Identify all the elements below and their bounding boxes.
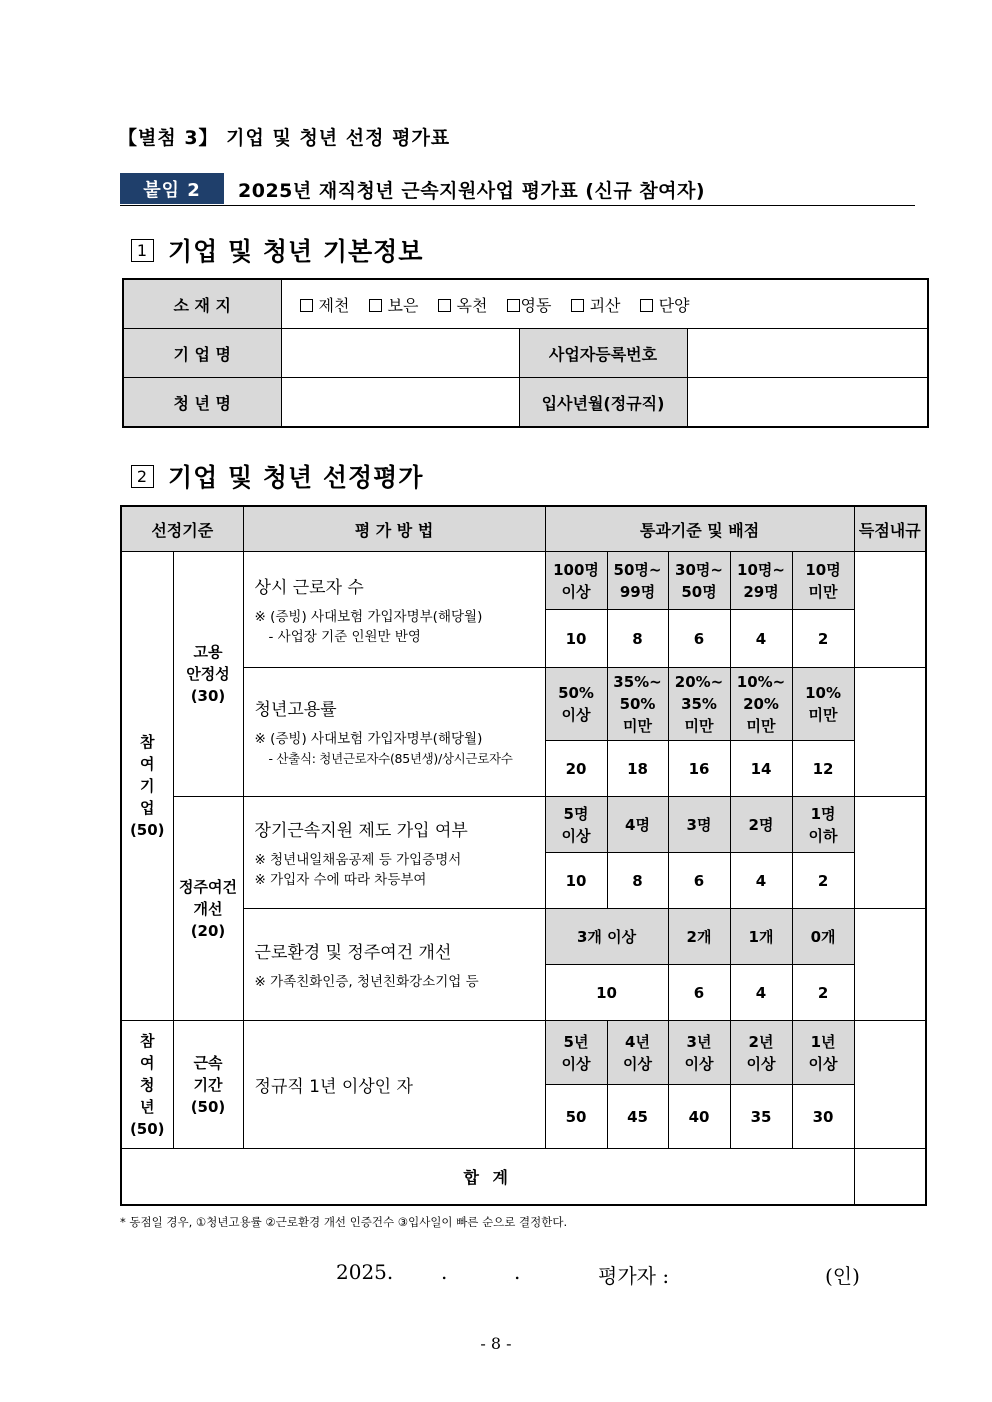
company-name-label: 기 업 명 xyxy=(123,329,281,378)
points-cell: 2 xyxy=(792,610,854,668)
criteria-cell: 20%~ 35% 미만 xyxy=(668,668,730,741)
criteria-cell: 10명~ 29명 xyxy=(730,552,792,610)
criteria-cell: 5년 이상 xyxy=(545,1021,607,1085)
header-criteria: 선정기준 xyxy=(121,506,243,552)
criteria-cell: 2명 xyxy=(730,797,792,853)
location-option-danyang[interactable]: 단양 xyxy=(640,293,690,316)
criteria-cell: 10%~ 20% 미만 xyxy=(730,668,792,741)
youth-name-field[interactable] xyxy=(281,378,519,428)
business-number-field[interactable] xyxy=(687,329,928,378)
signature-day-dot: . xyxy=(514,1260,521,1284)
criteria-cell: 4명 xyxy=(607,797,668,853)
points-cell: 20 xyxy=(545,741,607,797)
long-term-method xyxy=(243,797,545,909)
signature-month-dot: . xyxy=(441,1260,448,1284)
tenure-method xyxy=(243,1021,545,1149)
points-cell: 10 xyxy=(545,610,607,668)
total-score-field[interactable] xyxy=(854,1149,926,1205)
checkbox-icon xyxy=(300,299,313,312)
section2-title: 기업 및 청년 선정평가 xyxy=(168,463,424,492)
workers-title: 상시 근로자 수 xyxy=(254,577,364,598)
location-option-okcheon[interactable]: 옥천 xyxy=(438,293,488,316)
retention-conditions-label: 정주여건 개선 (20) xyxy=(173,797,243,1021)
long-term-note1: ※ 청년내일채움공제 등 가입증명서 xyxy=(254,851,462,868)
criteria-cell: 1개 xyxy=(730,909,792,965)
criteria-cell: 35%~ 50% 미만 xyxy=(607,668,668,741)
criteria-cell: 30명~ 50명 xyxy=(668,552,730,610)
criteria-cell: 4년 이상 xyxy=(607,1021,668,1085)
evaluator-label: 평가자 : xyxy=(598,1264,670,1288)
hire-date-label: 입사년월(정규직) xyxy=(519,378,687,428)
attachment-badge: 붙임 2 xyxy=(120,173,224,204)
criteria-cell: 3개 이상 xyxy=(545,909,668,965)
workers-score-field[interactable] xyxy=(854,552,926,668)
checkbox-icon xyxy=(438,299,451,312)
tenure-label: 근속 기간 (50) xyxy=(173,1021,243,1149)
youth-rate-sub: - 산출식: 청년근로자수(85년생)/상시근로자수 xyxy=(268,751,513,766)
location-label: 소 재 지 xyxy=(123,279,281,329)
location-option-goesan[interactable]: 괴산 xyxy=(571,293,621,316)
section1-title: 기업 및 청년 기본정보 xyxy=(168,237,424,266)
section1-heading xyxy=(131,232,423,268)
points-cell: 4 xyxy=(730,853,792,909)
youth-rate-method xyxy=(243,668,545,797)
basic-info-table xyxy=(122,278,929,428)
points-cell: 8 xyxy=(607,853,668,909)
checkbox-icon xyxy=(640,299,653,312)
points-cell: 10 xyxy=(545,965,668,1021)
points-cell: 50 xyxy=(545,1085,607,1149)
page-number: - 8 - xyxy=(480,1334,512,1353)
employment-stability-label: 고용 안정성 (30) xyxy=(173,552,243,797)
location-option-yeongdong[interactable]: 영동 xyxy=(507,293,552,316)
criteria-cell: 0개 xyxy=(792,909,854,965)
environment-score-field[interactable] xyxy=(854,909,926,1021)
points-cell: 12 xyxy=(792,741,854,797)
section1-number: 1 xyxy=(131,239,154,262)
workers-note: ※ (증빙) 사대보험 가입자명부(해당월) xyxy=(254,608,483,625)
checkbox-icon xyxy=(369,299,382,312)
long-term-score-field[interactable] xyxy=(854,797,926,909)
criteria-cell: 50명~ 99명 xyxy=(607,552,668,610)
points-cell: 10 xyxy=(545,853,607,909)
points-cell: 45 xyxy=(607,1085,668,1149)
youth-rate-score-field[interactable] xyxy=(854,668,926,797)
points-cell: 6 xyxy=(668,610,730,668)
signature-year: 2025. xyxy=(336,1260,394,1284)
document-subtitle: 2025년 재직청년 근속지원사업 평가표 (신규 참여자) xyxy=(238,180,706,202)
long-term-note2: ※ 가입자 수에 따라 차등부여 xyxy=(254,871,427,888)
points-cell: 6 xyxy=(668,853,730,909)
points-cell: 16 xyxy=(668,741,730,797)
checkbox-icon xyxy=(507,299,520,312)
evaluation-table xyxy=(120,505,927,1206)
criteria-cell: 10명 미만 xyxy=(792,552,854,610)
points-cell: 18 xyxy=(607,741,668,797)
youth-name-label: 청 년 명 xyxy=(123,378,281,428)
location-options xyxy=(281,279,928,329)
tenure-score-field[interactable] xyxy=(854,1021,926,1149)
total-label: 합 계 xyxy=(121,1149,854,1205)
points-cell: 8 xyxy=(607,610,668,668)
tie-break-footnote: * 동점일 경우, ①청년고용률 ②근로환경 개선 인증건수 ③입사일이 빠른 순으로 결정한다. xyxy=(120,1215,568,1229)
header-method: 평 가 방 법 xyxy=(243,506,545,552)
youth-rate-note: ※ (증빙) 사대보험 가입자명부(해당월) xyxy=(254,731,483,747)
points-cell: 2 xyxy=(792,965,854,1021)
workers-sub: - 사업장 기준 인원만 반영 xyxy=(268,628,421,645)
attachment-title: 【별첨 3】 기업 및 청년 선정 평가표 xyxy=(118,127,451,149)
workers-method xyxy=(243,552,545,668)
section2-heading xyxy=(131,458,423,494)
criteria-cell: 10% 미만 xyxy=(792,668,854,741)
points-cell: 4 xyxy=(730,610,792,668)
points-cell: 2 xyxy=(792,853,854,909)
business-number-label: 사업자등록번호 xyxy=(519,329,687,378)
points-cell: 30 xyxy=(792,1085,854,1149)
youth-rate-title: 청년고용률 xyxy=(254,700,337,720)
checkbox-icon xyxy=(571,299,584,312)
criteria-cell: 2개 xyxy=(668,909,730,965)
subheading-bar xyxy=(120,173,915,206)
criteria-cell: 50% 이상 xyxy=(545,668,607,741)
criteria-cell: 3명 xyxy=(668,797,730,853)
location-option-boeun[interactable]: 보은 xyxy=(369,293,419,316)
location-option-jecheon[interactable]: 제천 xyxy=(300,293,350,316)
criteria-cell: 1년 이상 xyxy=(792,1021,854,1085)
company-name-field[interactable] xyxy=(281,329,519,378)
criteria-cell: 2년 이상 xyxy=(730,1021,792,1085)
youth-group-label: 참 여 청 년 (50) xyxy=(121,1021,173,1149)
header-pass-criteria: 통과기준 및 배점 xyxy=(545,506,854,552)
criteria-cell: 3년 이상 xyxy=(668,1021,730,1085)
points-cell: 6 xyxy=(668,965,730,1021)
section2-number: 2 xyxy=(131,465,154,488)
points-cell: 14 xyxy=(730,741,792,797)
long-term-title: 장기근속지원 제도 가입 여부 xyxy=(254,820,468,841)
environment-title: 근로환경 및 정주여건 개선 xyxy=(254,942,452,963)
points-cell: 4 xyxy=(730,965,792,1021)
company-group-label: 참 여 기 업 (50) xyxy=(121,552,173,1021)
environment-note: ※ 가족친화인증, 청년친화강소기업 등 xyxy=(254,973,479,990)
hire-date-field[interactable] xyxy=(687,378,928,428)
header-score: 득점내규 xyxy=(854,506,926,552)
points-cell: 35 xyxy=(730,1085,792,1149)
criteria-cell: 5명 이상 xyxy=(545,797,607,853)
criteria-cell: 1명 이하 xyxy=(792,797,854,853)
seal-label: (인) xyxy=(825,1264,860,1288)
criteria-cell: 100명 이상 xyxy=(545,552,607,610)
points-cell: 40 xyxy=(668,1085,730,1149)
tenure-title: 정규직 1년 이상인 자 xyxy=(254,1077,413,1097)
environment-method xyxy=(243,909,545,1021)
